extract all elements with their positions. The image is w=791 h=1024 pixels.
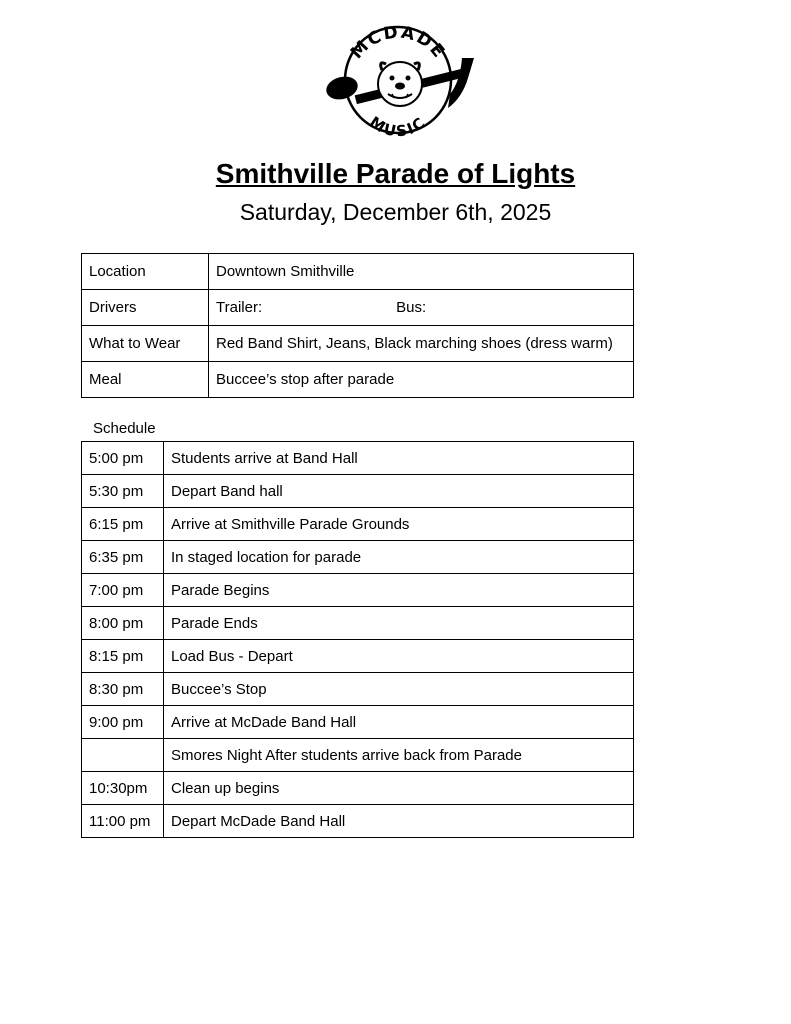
schedule-time: 7:00 pm	[82, 574, 164, 607]
schedule-time: 11:00 pm	[82, 805, 164, 838]
table-row	[82, 574, 634, 607]
logo-text-bottom: MUSIC	[366, 112, 430, 138]
drivers-value	[209, 290, 634, 326]
schedule-time: 8:15 pm	[82, 640, 164, 673]
table-row	[82, 362, 634, 398]
schedule-event: Smores Night After students arrive back from Parade	[164, 739, 634, 772]
schedule-event: In staged location for parade	[164, 541, 634, 574]
location-value: Downtown Smithville	[209, 254, 634, 290]
meal-label: Meal	[82, 362, 209, 398]
schedule-event: Depart McDade Band Hall	[164, 805, 634, 838]
wear-label: What to Wear	[82, 326, 209, 362]
event-date: Saturday, December 6th, 2025	[239, 199, 552, 225]
drivers-label: Drivers	[82, 290, 209, 326]
table-row	[82, 805, 634, 838]
schedule-time: 5:00 pm	[82, 442, 164, 475]
schedule-time: 8:30 pm	[82, 673, 164, 706]
schedule-event: Depart Band hall	[164, 475, 634, 508]
table-row	[82, 254, 634, 290]
drivers-trailer: Trailer:	[216, 299, 263, 316]
schedule-time: 10:30pm	[82, 772, 164, 805]
schedule-time: 5:30 pm	[82, 475, 164, 508]
drivers-bus: Bus:	[396, 299, 427, 316]
schedule-event: Clean up begins	[164, 772, 634, 805]
schedule-time: 6:15 pm	[82, 508, 164, 541]
schedule-event: Parade Begins	[164, 574, 634, 607]
schedule-time	[82, 739, 164, 772]
schedule-event: Students arrive at Band Hall	[164, 442, 634, 475]
schedule-event: Load Bus - Depart	[164, 640, 634, 673]
table-row	[82, 541, 634, 574]
table-row	[82, 475, 634, 508]
table-row	[82, 326, 634, 362]
mcdade-music-logo	[322, 22, 476, 138]
schedule-event: Buccee’s Stop	[164, 673, 634, 706]
wear-value: Red Band Shirt, Jeans, Black marching shoes (dress warm)	[209, 326, 634, 362]
table-row	[82, 290, 634, 326]
meal-value: Buccee’s stop after parade	[209, 362, 634, 398]
schedule-table	[81, 441, 634, 838]
table-row	[82, 508, 634, 541]
table-row	[82, 640, 634, 673]
table-row	[82, 772, 634, 805]
page-title: Smithville Parade of Lights	[215, 158, 576, 189]
location-label: Location	[82, 254, 209, 290]
info-table	[81, 253, 634, 398]
schedule-heading: Schedule	[93, 420, 156, 437]
table-row	[82, 607, 634, 640]
schedule-event: Parade Ends	[164, 607, 634, 640]
logo-text-top: MCDADE	[346, 22, 450, 64]
schedule-event: Arrive at Smithville Parade Grounds	[164, 508, 634, 541]
schedule-event: Arrive at McDade Band Hall	[164, 706, 634, 739]
schedule-time: 9:00 pm	[82, 706, 164, 739]
table-row	[82, 706, 634, 739]
schedule-time: 6:35 pm	[82, 541, 164, 574]
schedule-time: 8:00 pm	[82, 607, 164, 640]
table-row	[82, 442, 634, 475]
table-row	[82, 739, 634, 772]
table-row	[82, 673, 634, 706]
